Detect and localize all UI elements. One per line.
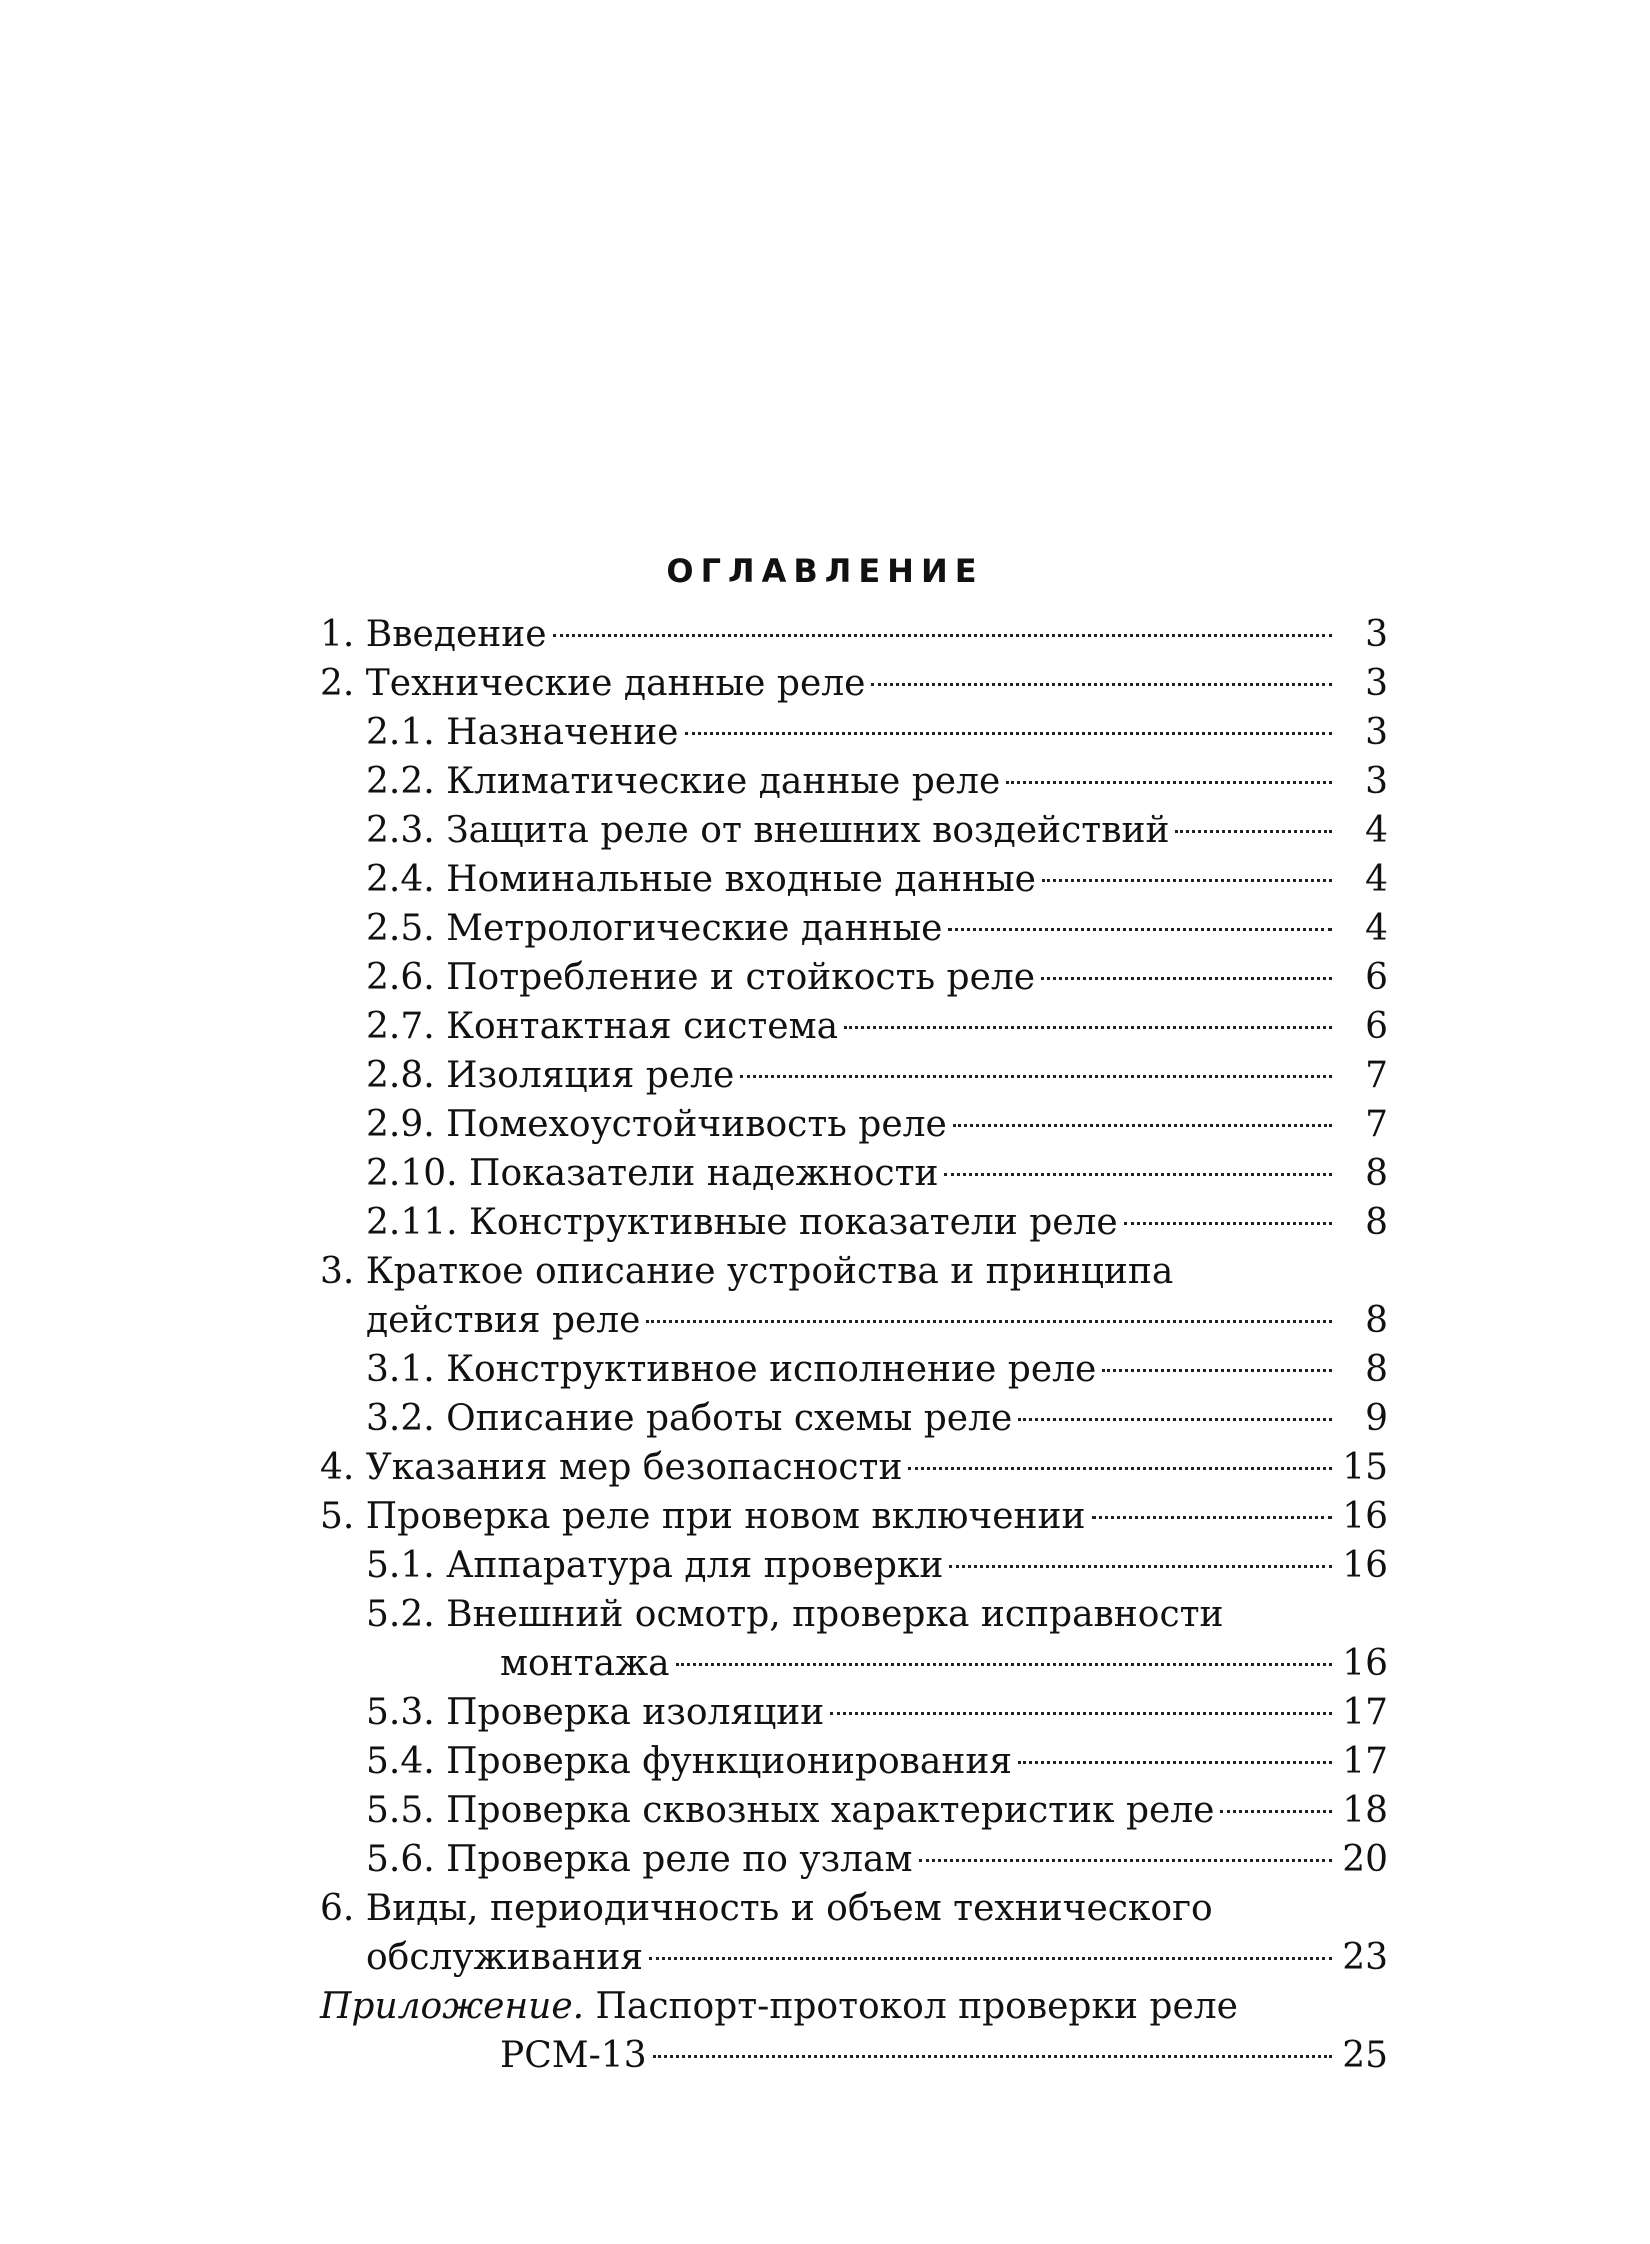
toc-entry-text [366,904,942,953]
toc-entry-line [320,1100,1388,1149]
toc-entry [320,1590,1388,1639]
toc-entry-label: 5.4. Проверка функционирования [366,1741,1013,1782]
toc-entry-text [366,953,1035,1002]
toc-entry-label: 5.2. Внешний осмотр, проверка исправности [366,1594,1224,1635]
dot-leader [553,634,1332,637]
toc-entry-text [366,806,1169,855]
toc-entry-text [320,1982,1238,2031]
dot-leader [1041,977,1332,980]
toc-title: ОГЛАВЛЕНИЕ [666,552,984,590]
toc-entry-line [320,1394,1388,1443]
toc-entry-text [366,1100,947,1149]
toc-entry [320,1835,1388,1884]
toc-entry-text [500,2031,647,2080]
toc-entry-text [366,1149,938,1198]
toc-entry-label: 6. Виды, периодичность и объем технического [320,1888,1213,1929]
toc-entry-text [366,757,1000,806]
toc-entry-text [366,1590,1224,1639]
toc-page-number: 17 [1342,1741,1388,1782]
toc-entry-label: РСМ-13 [500,2035,647,2076]
toc-entry-label: 1. Введение [320,614,547,655]
toc-entry [320,1639,1388,1688]
toc-entry-label: 3.2. Описание работы схемы реле [366,1398,1013,1439]
toc-entry-label: Паспорт-протокол проверки реле [584,1986,1238,2027]
toc-page-number: 16 [1342,1643,1388,1684]
dot-leader [949,1565,1332,1568]
dot-leader [676,1663,1332,1666]
toc-page-number: 8 [1365,1153,1388,1194]
toc-entry-line [320,1002,1388,1051]
toc-entry-text [320,1247,1173,1296]
toc-entry-line [320,953,1388,1002]
toc-entry-line [320,1884,1388,1933]
toc-entry-text [366,1296,640,1345]
toc-page-number: 6 [1365,1006,1388,1047]
toc-entry-label: 2.2. Климатические данные реле [366,761,1001,802]
toc-entry [320,1443,1388,1492]
toc-entry-label: 3.1. Конструктивное исполнение реле [366,1349,1097,1390]
toc-entry-line [320,855,1388,904]
toc-entry-line [320,1492,1388,1541]
toc-entry [320,1247,1388,1296]
toc-page-number: 4 [1365,908,1388,949]
toc-page-number: 15 [1342,1447,1388,1488]
toc-entry-line [320,1835,1388,1884]
toc-page-number: 18 [1342,1790,1388,1831]
toc-entry-italic-prefix: Приложение. [320,1986,585,2027]
toc-entry-label: 2.7. Контактная система [366,1006,839,1047]
toc-entry [320,1688,1388,1737]
toc-entry-label: 2.4. Номинальные входные данные [366,859,1036,900]
dot-leader [919,1859,1332,1862]
toc-entry-line [320,1247,1388,1296]
toc-page-number: 8 [1365,1300,1388,1341]
toc-entry-text [366,708,679,757]
toc-entry-text [366,1835,913,1884]
toc-entry [320,1100,1388,1149]
toc-entry-text [320,1492,1086,1541]
toc-entry [320,1002,1388,1051]
dot-leader [1124,1222,1332,1225]
dot-leader [1042,879,1332,882]
toc-entry-line [320,1149,1388,1198]
toc-entry [320,659,1388,708]
toc-entry [320,1149,1388,1198]
dot-leader [830,1712,1332,1715]
toc-entry-text [320,659,865,708]
toc-entry [320,904,1388,953]
toc-entry-line [320,1982,1388,2031]
toc-entry-line [320,757,1388,806]
toc-entry-line [320,1541,1388,1590]
dot-leader [1092,1516,1333,1519]
toc-entry [320,1394,1388,1443]
toc-entry-text [366,1394,1012,1443]
toc-entry-line [320,610,1388,659]
toc-entry-text [366,1541,943,1590]
dot-leader [844,1026,1332,1029]
dot-leader [649,1957,1332,1960]
toc-entry [320,855,1388,904]
toc-entry-text [320,610,547,659]
toc-page-number: 17 [1342,1692,1388,1733]
toc-page-number: 16 [1342,1545,1388,1586]
toc-page-number: 9 [1365,1398,1388,1439]
dot-leader [944,1173,1332,1176]
toc-entry-label: обслуживания [366,1937,644,1978]
toc-entry-line [320,1443,1388,1492]
toc-page-number: 3 [1365,761,1388,802]
dot-leader [953,1124,1332,1127]
toc-entry-label: 3. Краткое описание устройства и принципа [320,1251,1174,1292]
toc-page-number: 7 [1365,1055,1388,1096]
toc-entry-line [320,1737,1388,1786]
toc-entry-label: 2. Технические данные реле [320,663,866,704]
toc-entry-label: 5.3. Проверка изоляции [366,1692,825,1733]
toc-entry-label: 2.3. Защита реле от внешних воздействий [366,810,1170,851]
dot-leader [1175,830,1332,833]
toc-entry-text [320,1443,902,1492]
toc-entry [320,1051,1388,1100]
dot-leader [653,2055,1332,2058]
toc-entry-label: 4. Указания мер безопасности [320,1447,903,1488]
toc-page-number: 8 [1365,1349,1388,1390]
toc-entry-label: 2.6. Потребление и стойкость реле [366,957,1036,998]
toc-entry [320,806,1388,855]
toc-entry-label: 2.10. Показатели надежности [366,1153,939,1194]
toc-entry-text [366,1051,734,1100]
toc-page-number: 25 [1342,2035,1388,2076]
toc-entry-line [320,1639,1388,1688]
toc-entry [320,2031,1388,2080]
toc-entry-line [320,904,1388,953]
toc-entry-line [320,1345,1388,1394]
toc-entry-line [320,1786,1388,1835]
dot-leader [948,928,1332,931]
toc-entry-label: 5.5. Проверка сквозных характеристик реле [366,1790,1215,1831]
toc-entry-text [320,1884,1213,1933]
toc-entry [320,1982,1388,2031]
dot-leader [871,683,1332,686]
dot-leader [646,1320,1332,1323]
dot-leader [1220,1810,1332,1813]
toc-page-number: 20 [1342,1839,1388,1880]
toc-entry-label: 5. Проверка реле при новом включении [320,1496,1086,1537]
dot-leader [685,732,1333,735]
toc-entry [320,1345,1388,1394]
toc-entry-text [366,1198,1118,1247]
toc-page-number: 3 [1365,663,1388,704]
toc-entry-line [320,1198,1388,1247]
toc-entry-label: 2.11. Конструктивные показатели реле [366,1202,1118,1243]
toc-page-number: 6 [1365,957,1388,998]
toc-page-number: 8 [1365,1202,1388,1243]
toc-page-number: 3 [1365,712,1388,753]
toc-entry [320,708,1388,757]
toc-entry-line [320,708,1388,757]
toc-entry-line [320,1590,1388,1639]
dot-leader [1018,1761,1332,1764]
toc-entry-text [366,1688,824,1737]
toc-entry-line [320,2031,1388,2080]
toc-entry [320,1198,1388,1247]
toc-entry-line [320,806,1388,855]
toc-entry [320,953,1388,1002]
toc-entry [320,610,1388,659]
toc-entry [320,1737,1388,1786]
toc-entry [320,1884,1388,1933]
toc-entry-text [366,1933,643,1982]
toc-entry [320,1296,1388,1345]
toc-entry-label: 2.1. Назначение [366,712,679,753]
toc-entry-text [366,1737,1012,1786]
toc-entry-line [320,1296,1388,1345]
toc-entry-label: монтажа [500,1643,670,1684]
toc-page-number: 7 [1365,1104,1388,1145]
toc-page-number: 23 [1342,1937,1388,1978]
toc-entry-label: 5.1. Аппаратура для проверки [366,1545,944,1586]
table-of-contents [320,610,1388,2080]
toc-entry-text [500,1639,670,1688]
toc-page-number: 4 [1365,810,1388,851]
toc-entry-line [320,659,1388,708]
toc-page-number: 4 [1365,859,1388,900]
toc-entry-text [366,1786,1214,1835]
toc-entry-text [366,1345,1096,1394]
toc-entry-line [320,1688,1388,1737]
dot-leader [740,1075,1332,1078]
toc-entry [320,757,1388,806]
toc-entry-text [366,1002,838,1051]
toc-entry-text [366,855,1036,904]
dot-leader [1018,1418,1332,1421]
toc-page-number: 3 [1365,614,1388,655]
toc-entry-label: действия реле [366,1300,641,1341]
toc-page-number: 16 [1342,1496,1388,1537]
toc-entry-label: 2.9. Помехоустойчивость реле [366,1104,947,1145]
toc-entry-label: 5.6. Проверка реле по узлам [366,1839,913,1880]
toc-entry-line [320,1051,1388,1100]
dot-leader [1102,1369,1332,1372]
toc-entry-label: 2.8. Изоляция реле [366,1055,735,1096]
toc-entry [320,1933,1388,1982]
toc-entry-line [320,1933,1388,1982]
toc-entry [320,1786,1388,1835]
toc-entry [320,1541,1388,1590]
toc-entry [320,1492,1388,1541]
dot-leader [1006,781,1332,784]
dot-leader [908,1467,1332,1470]
toc-entry-label: 2.5. Метрологические данные [366,908,943,949]
